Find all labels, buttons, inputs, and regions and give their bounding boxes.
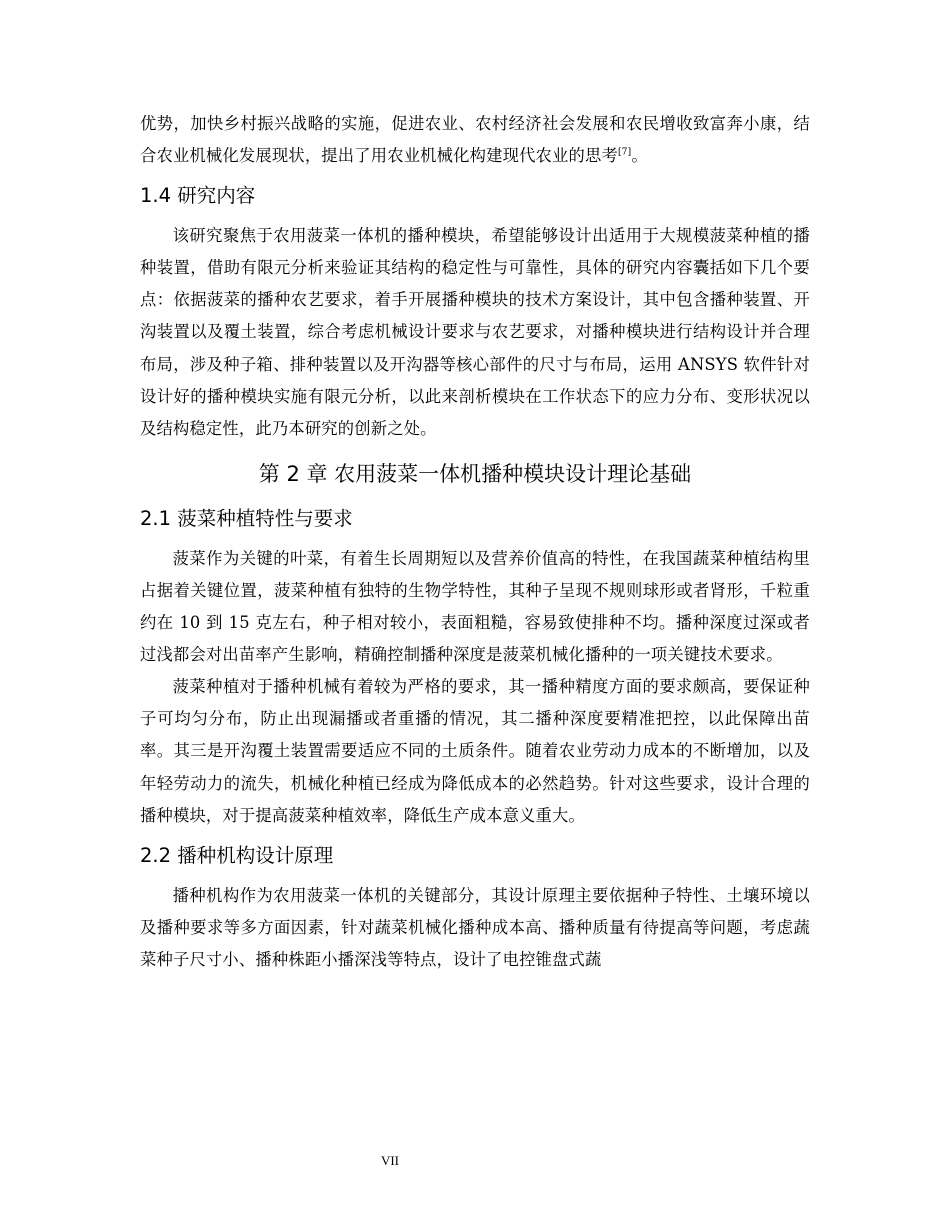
page-content	[140, 108, 810, 976]
planting-requirements-paragraph: 菠菜种植对于播种机械有着较为严格的要求，其一播种精度方面的要求颇高，要保证种子可均匀分布，防止出现漏播或者重播的情况，其二播种深度要精准把控，以此保障出苗率。其三是开沟覆土装置需要适应不同的土质条件。随着农业劳动力成本的不断增加，以及年轻劳动力的流失，机械化种植已经成为降低成本的必然趋势。针对这些要求，设计合理的播种模块，对于提高菠菜种植效率，降低生产成本意义重大。	[140, 677, 810, 825]
chapter-2-title: 第 2 章 农用菠菜一体机播种模块设计理论基础	[258, 461, 692, 486]
continuation-text: 优势，加快乡村振兴战略的实施，促进农业、农村经济社会发展和农民增收致富奔小康，结合农业机械化发展现状，提出了用农业机械化构建现代农业的思考	[140, 114, 810, 166]
section-heading-1-4: 1.4 研究内容	[140, 184, 256, 208]
continuation-end: 。	[631, 146, 648, 166]
citation-mark: [7]	[617, 147, 632, 158]
section-heading-2-1: 2.1 菠菜种植特性与要求	[140, 506, 353, 530]
spinach-traits-paragraph: 菠菜作为关键的叶菜，有着生长周期短以及营养价值高的特性，在我国蔬菜种植结构里占据着关键位置，菠菜种植有独特的生物学特性，其种子呈现不规则球形或者肾形，千粒重约在 10 到 15 克左右，种子相对较小，表面粗糙，容易致使排种不均。播种深度过深或者过浅都会对出苗率产生影响，精确控制播种深度是菠菜机械化播种的一项关键技术要求。	[140, 548, 810, 665]
seeding-mechanism-paragraph: 播种机构作为农用菠菜一体机的关键部分，其设计原理主要依据种子特性、土壤环境以及播种要求等多方面因素，针对蔬菜机械化播种成本高、播种质量有待提高等问题，考虑蔬菜种子尺寸小、播种株距小播深浅等特点，设计了电控锥盘式蔬	[140, 885, 810, 969]
continuation-paragraph	[140, 108, 810, 172]
page-number: VII	[380, 1153, 400, 1168]
research-content-paragraph: 该研究聚焦于农用菠菜一体机的播种模块，希望能够设计出适用于大规模菠菜种植的播种装置，借助有限元分析来验证其结构的稳定性与可靠性，具体的研究内容囊括如下几个要点：依据菠菜的播种农艺要求，着手开展播种模块的技术方案设计，其中包含播种装置、开沟装置以及覆土装置，综合考虑机械设计要求与农艺要求，对播种模块进行结构设计并合理布局，涉及种子箱、排种装置以及开沟器等核心部件的尺寸与布局，运用 ANSYS 软件针对设计好的播种模块实施有限元分析，以此来剖析模块在工作状态下的应力分布、变形状况以及结构稳定性，此乃本研究的创新之处。	[140, 226, 810, 438]
section-heading-2-2: 2.2 播种机构设计原理	[140, 843, 334, 867]
